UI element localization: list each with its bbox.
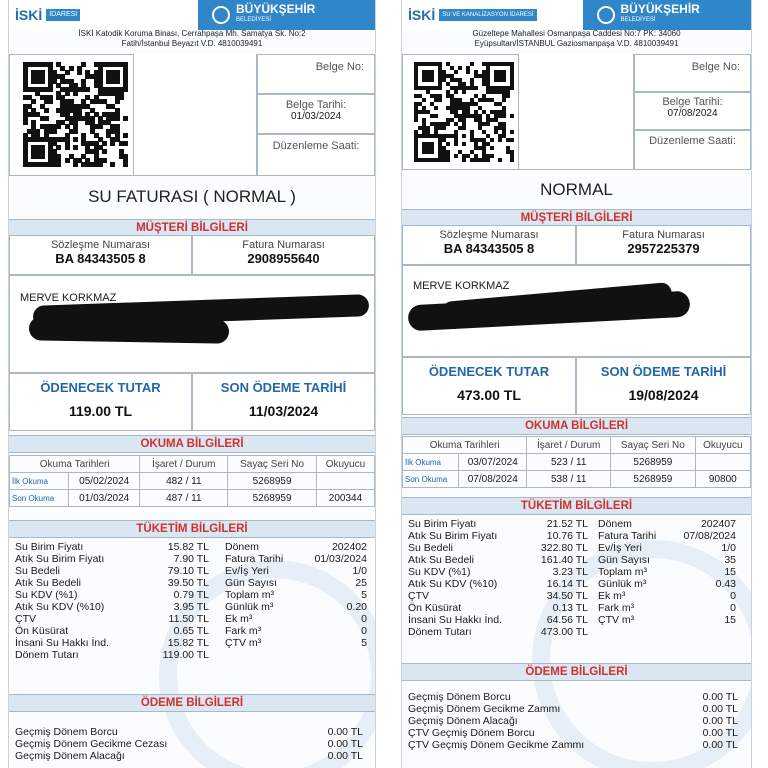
odeme-list: [408, 691, 738, 751]
customer-name: MERVE KORKMAZ: [20, 292, 117, 304]
ibb-emblem-icon: [597, 6, 615, 24]
odenecek-value: 119.00 TL: [68, 403, 133, 419]
item-label: Geçmiş Dönem Alacağı: [408, 715, 518, 727]
sozlesme-box: [9, 235, 192, 275]
list-item: [15, 726, 363, 738]
son-odeme-box: [576, 357, 751, 415]
tuketim-left-list: [15, 541, 209, 661]
list-item: [598, 614, 736, 626]
item-value: 322.80 TL: [540, 542, 588, 554]
item-label: Dönem: [225, 541, 259, 553]
odenecek-label: ÖDENECEK TUTAR: [40, 380, 161, 395]
item-label: Su Birim Fiyatı: [15, 541, 84, 553]
item-value: 119.00 TL: [162, 649, 209, 661]
blank-panel: [133, 54, 257, 176]
tuketim-section-title: TÜKETİM BİLGİLERİ: [9, 520, 375, 538]
issuer-address: Güzeltepe Mahallesi Osmanpaşa Caddesi No:7 PK: 34060 Eyüpsultan/İSTANBUL Gaziosmanpaşa V.D. 4810039491: [472, 29, 681, 48]
item-label: Günlük m³: [225, 601, 274, 613]
list-item: [15, 565, 209, 577]
okuma-table: [402, 436, 751, 488]
table-row: İlk Okuma 03/07/2024 523 / 11 5268959: [403, 454, 751, 471]
item-label: ÇTV Geçmiş Dönem Borcu: [408, 727, 535, 739]
item-label: Atık Su Birim Fiyatı: [15, 553, 105, 565]
odenecek-box: [402, 357, 576, 415]
list-item: [15, 649, 209, 661]
son-odeme-value: 11/03/2024: [248, 403, 319, 419]
item-label: ÇTV m³: [598, 614, 635, 626]
item-value: 16.14 TL: [546, 578, 588, 590]
item-value: 473.00 TL: [540, 626, 588, 638]
musteri-section-title: MÜŞTERİ BİLGİLERİ: [402, 209, 751, 227]
item-value: 0.79 TL: [173, 589, 209, 601]
list-item: [15, 637, 209, 649]
iski-logo: İSKİ: [15, 7, 43, 23]
item-label: Toplam m³: [598, 566, 648, 578]
item-value: 0.00 TL: [702, 703, 738, 715]
list-item: [598, 578, 736, 590]
list-item: [598, 530, 736, 542]
item-label: Dönem Tutarı: [408, 626, 472, 638]
sozlesme-value: BA 84343505 8: [55, 251, 146, 266]
list-item: [408, 590, 588, 602]
bill-header: [402, 0, 751, 30]
son-odeme-label: SON ÖDEME TARİHİ: [600, 364, 727, 379]
item-label: Geçmiş Dönem Gecikme Zammı: [408, 703, 561, 715]
item-label: Atık Su KDV (%10): [408, 578, 498, 590]
list-item: [225, 589, 367, 601]
list-item: [408, 518, 588, 530]
odeme-section-title: ÖDEME BİLGİLERİ: [402, 663, 751, 681]
item-value: 161.40 TL: [540, 554, 588, 566]
belge-no-label: Belge No:: [315, 61, 364, 73]
belge-tarihi-value: 01/03/2024: [290, 111, 342, 122]
list-item: [408, 542, 588, 554]
list-item: [15, 589, 209, 601]
list-item: [225, 577, 367, 589]
item-value: 0.00 TL: [327, 738, 363, 750]
list-item: [15, 553, 209, 565]
son-odeme-box: [192, 373, 375, 431]
list-item: [598, 590, 736, 602]
item-value: 0.00 TL: [327, 750, 363, 762]
item-value: 21.52 TL: [546, 518, 588, 530]
sozlesme-label: Sözleşme Numarası: [439, 229, 539, 241]
item-label: Geçmiş Dönem Gecikme Cezası: [15, 738, 168, 750]
list-item: [598, 602, 736, 614]
item-value: 11.50 TL: [168, 613, 209, 625]
odenecek-label: ÖDENECEK TUTAR: [428, 364, 550, 379]
belge-tarihi-box: [634, 92, 751, 130]
list-item: [15, 625, 209, 637]
list-item: [225, 565, 367, 577]
item-value: 3.23 TL: [552, 566, 588, 578]
iski-logo-area: [402, 0, 583, 30]
list-item: [598, 566, 736, 578]
item-label: Su KDV (%1): [408, 566, 471, 578]
item-value: 39.50 TL: [167, 577, 209, 589]
list-item: [408, 554, 588, 566]
son-odeme-label: SON ÖDEME TARİHİ: [220, 380, 347, 395]
item-label: İnsani Su Hakkı İnd.: [15, 637, 109, 649]
fatura-no-box: [576, 225, 751, 265]
item-label: Fark m³: [225, 625, 262, 637]
okuma-table-header: Okuma Tarihleri İşaret / Durum Sayaç Seri No Okuyucu: [403, 437, 751, 454]
duzenleme-box: [257, 134, 375, 176]
item-label: Su KDV (%1): [15, 589, 78, 601]
item-label: Fatura Tarihi: [225, 553, 284, 565]
belge-tarihi-label: Belge Tarihi:: [285, 99, 347, 111]
sozlesme-box: [402, 225, 576, 265]
item-value: 0: [361, 625, 367, 637]
duzenleme-label: Düzenleme Saati:: [272, 140, 360, 152]
item-label: Su Bedeli: [15, 565, 60, 577]
belge-no-box: [634, 54, 751, 92]
son-odeme-value: 19/08/2024: [628, 387, 699, 403]
blank-panel: [518, 54, 634, 170]
list-item: [408, 566, 588, 578]
item-label: Ön Küsürat: [15, 625, 69, 637]
fatura-no-box: [192, 235, 375, 275]
list-item: [225, 601, 367, 613]
item-value: 0: [730, 602, 736, 614]
list-item: [15, 577, 209, 589]
item-value: 25: [355, 577, 367, 589]
belge-tarihi-box: [257, 94, 375, 134]
ibb-logo-area: [198, 0, 375, 30]
item-value: 15.82 TL: [167, 637, 209, 649]
tuketim-right-list: [225, 541, 367, 649]
item-value: 202402: [331, 541, 367, 553]
item-label: Geçmiş Dönem Alacağı: [15, 750, 125, 762]
item-value: 64.56 TL: [546, 614, 588, 626]
item-value: 0.00 TL: [702, 691, 738, 703]
item-value: 34.50 TL: [546, 590, 588, 602]
item-value: 35: [724, 554, 736, 566]
item-label: İnsani Su Hakkı İnd.: [408, 614, 502, 626]
fatura-no-label: Fatura Numarası: [242, 239, 325, 251]
item-value: 0.00 TL: [702, 715, 738, 727]
item-value: 10.76 TL: [546, 530, 588, 542]
iski-logo-sub: SU VE KANALİZASYON İDARESİ: [439, 9, 536, 21]
tuketim-section-title: TÜKETİM BİLGİLERİ: [402, 497, 751, 515]
item-label: Günlük m³: [598, 578, 647, 590]
item-label: Ön Küsürat: [408, 602, 462, 614]
list-item: [225, 625, 367, 637]
item-label: Toplam m³: [225, 589, 275, 601]
list-item: [15, 738, 363, 750]
item-label: Dönem Tutarı: [15, 649, 79, 661]
item-value: 07/08/2024: [683, 530, 736, 542]
tuketim-left-list: [408, 518, 588, 638]
item-label: ÇTV Geçmiş Dönem Gecikme Zammı: [408, 739, 585, 751]
item-value: 15: [724, 566, 736, 578]
item-label: ÇTV: [15, 613, 36, 625]
sozlesme-value: BA 84343505 8: [443, 241, 535, 256]
item-label: ÇTV: [408, 590, 429, 602]
item-label: Atık Su Bedeli: [408, 554, 474, 566]
list-item: [15, 613, 209, 625]
item-value: 0.00 TL: [702, 727, 738, 739]
bill-header: [9, 0, 375, 30]
item-label: Su Bedeli: [408, 542, 453, 554]
item-value: 0: [730, 590, 736, 602]
item-label: Gün Sayısı: [598, 554, 650, 566]
list-item: [598, 554, 736, 566]
item-value: 15: [724, 614, 736, 626]
item-value: 0.20: [346, 601, 367, 613]
item-value: 15.82 TL: [167, 541, 209, 553]
belge-tarihi-label: Belge Tarihi:: [662, 96, 723, 108]
water-bill-1: [8, 0, 376, 768]
iski-logo-sub: İDARESİ: [46, 9, 80, 21]
item-label: ÇTV m³: [225, 637, 262, 649]
table-row: Son Okuma 07/08/2024 538 / 11 5268959 90800: [403, 471, 751, 488]
item-value: 1/0: [352, 565, 367, 577]
issuer-address: İSKİ Katodik Koruma Binası, Cerrahpaşa Mh. Samatya Sk. No:2 Fatih/İstanbul Beyazıt V.D. 4810039491: [78, 29, 306, 48]
item-value: 0.00 TL: [327, 726, 363, 738]
list-item: [408, 691, 738, 703]
belge-no-box: [257, 54, 375, 94]
item-value: 1/0: [721, 542, 736, 554]
customer-name: MERVE KORKMAZ: [413, 280, 510, 292]
list-item: [225, 553, 367, 565]
odenecek-value: 473.00 TL: [457, 387, 521, 403]
okuma-section-title: OKUMA BİLGİLERİ: [9, 435, 375, 453]
item-value: 79.10 TL: [167, 565, 209, 577]
item-value: 7.90 TL: [173, 553, 209, 565]
list-item: [408, 530, 588, 542]
list-item: [15, 750, 363, 762]
item-label: Fark m³: [598, 602, 635, 614]
list-item: [408, 727, 738, 739]
ibb-logo-text: BÜYÜKŞEHİR BELEDİYESİ: [620, 2, 700, 23]
odeme-section-title: ÖDEME BİLGİLERİ: [9, 694, 375, 712]
tuketim-right-list: [598, 518, 736, 626]
bill-title: SU FATURASI ( NORMAL ): [88, 187, 296, 206]
qr-code: [23, 62, 127, 166]
list-item: [408, 703, 738, 715]
okuma-table-header: Okuma Tarihleri İşaret / Durum Sayaç Seri No Okuyucu: [10, 456, 375, 473]
iski-logo-area: [9, 0, 198, 30]
item-label: Geçmiş Dönem Borcu: [408, 691, 511, 703]
item-value: 0.13 TL: [552, 602, 588, 614]
belge-tarihi-value: 07/08/2024: [667, 108, 718, 119]
item-label: Ev/İş Yeri: [225, 565, 269, 577]
list-item: [408, 614, 588, 626]
table-row: Son Okuma 01/03/2024 487 / 11 5268959 200344: [10, 490, 375, 507]
item-label: Geçmiş Dönem Borcu: [15, 726, 118, 738]
item-value: 5: [361, 589, 367, 601]
list-item: [408, 578, 588, 590]
list-item: [15, 601, 209, 613]
item-value: 01/03/2024: [314, 553, 367, 565]
fatura-no-label: Fatura Numarası: [622, 229, 705, 241]
item-label: Ek m³: [598, 590, 626, 602]
item-label: Su Birim Fiyatı: [408, 518, 477, 530]
item-value: 0.65 TL: [173, 625, 209, 637]
list-item: [408, 739, 738, 751]
item-label: Atık Su KDV (%10): [15, 601, 105, 613]
list-item: [225, 637, 367, 649]
fatura-no-value: 2957225379: [627, 241, 700, 256]
list-item: [408, 715, 738, 727]
item-value: 202407: [700, 518, 736, 530]
fatura-no-value: 2908955640: [247, 251, 320, 266]
qr-code: [414, 62, 514, 162]
list-item: [15, 541, 209, 553]
list-item: [408, 626, 588, 638]
iski-logo: İSKİ: [408, 7, 436, 23]
item-value: 0.00 TL: [702, 739, 738, 751]
ibb-logo-text: BÜYÜKŞEHİR BELEDİYESİ: [236, 2, 316, 23]
odenecek-box: [9, 373, 192, 431]
list-item: [598, 518, 736, 530]
ibb-emblem-icon: [212, 6, 230, 24]
list-item: [408, 602, 588, 614]
item-label: Atık Su Bedeli: [15, 577, 81, 589]
bill-title: NORMAL: [540, 180, 613, 199]
okuma-section-title: OKUMA BİLGİLERİ: [402, 417, 751, 435]
item-value: 0: [361, 613, 367, 625]
okuma-table: [9, 455, 375, 507]
table-row: İlk Okuma 05/02/2024 482 / 11 5268959: [10, 473, 375, 490]
redaction-mark: [29, 316, 229, 343]
duzenleme-label: Düzenleme Saati:: [649, 135, 736, 147]
odeme-list: [15, 726, 363, 762]
item-label: Atık Su Birim Fiyatı: [408, 530, 498, 542]
musteri-section-title: MÜŞTERİ BİLGİLERİ: [9, 219, 375, 237]
list-item: [598, 542, 736, 554]
item-label: Ev/İş Yeri: [598, 542, 642, 554]
item-label: Ek m³: [225, 613, 253, 625]
item-label: Dönem: [598, 518, 632, 530]
ibb-logo-area: [583, 0, 752, 30]
water-bill-2: [401, 0, 752, 768]
list-item: [225, 613, 367, 625]
list-item: [225, 541, 367, 553]
item-value: 3.95 TL: [173, 601, 209, 613]
item-label: Gün Sayısı: [225, 577, 277, 589]
duzenleme-box: [634, 130, 751, 170]
item-value: 5: [361, 637, 367, 649]
belge-no-label: Belge No:: [691, 61, 740, 73]
item-label: Fatura Tarihi: [598, 530, 657, 542]
sozlesme-label: Sözleşme Numarası: [50, 239, 151, 251]
item-value: 0.43: [715, 578, 736, 590]
